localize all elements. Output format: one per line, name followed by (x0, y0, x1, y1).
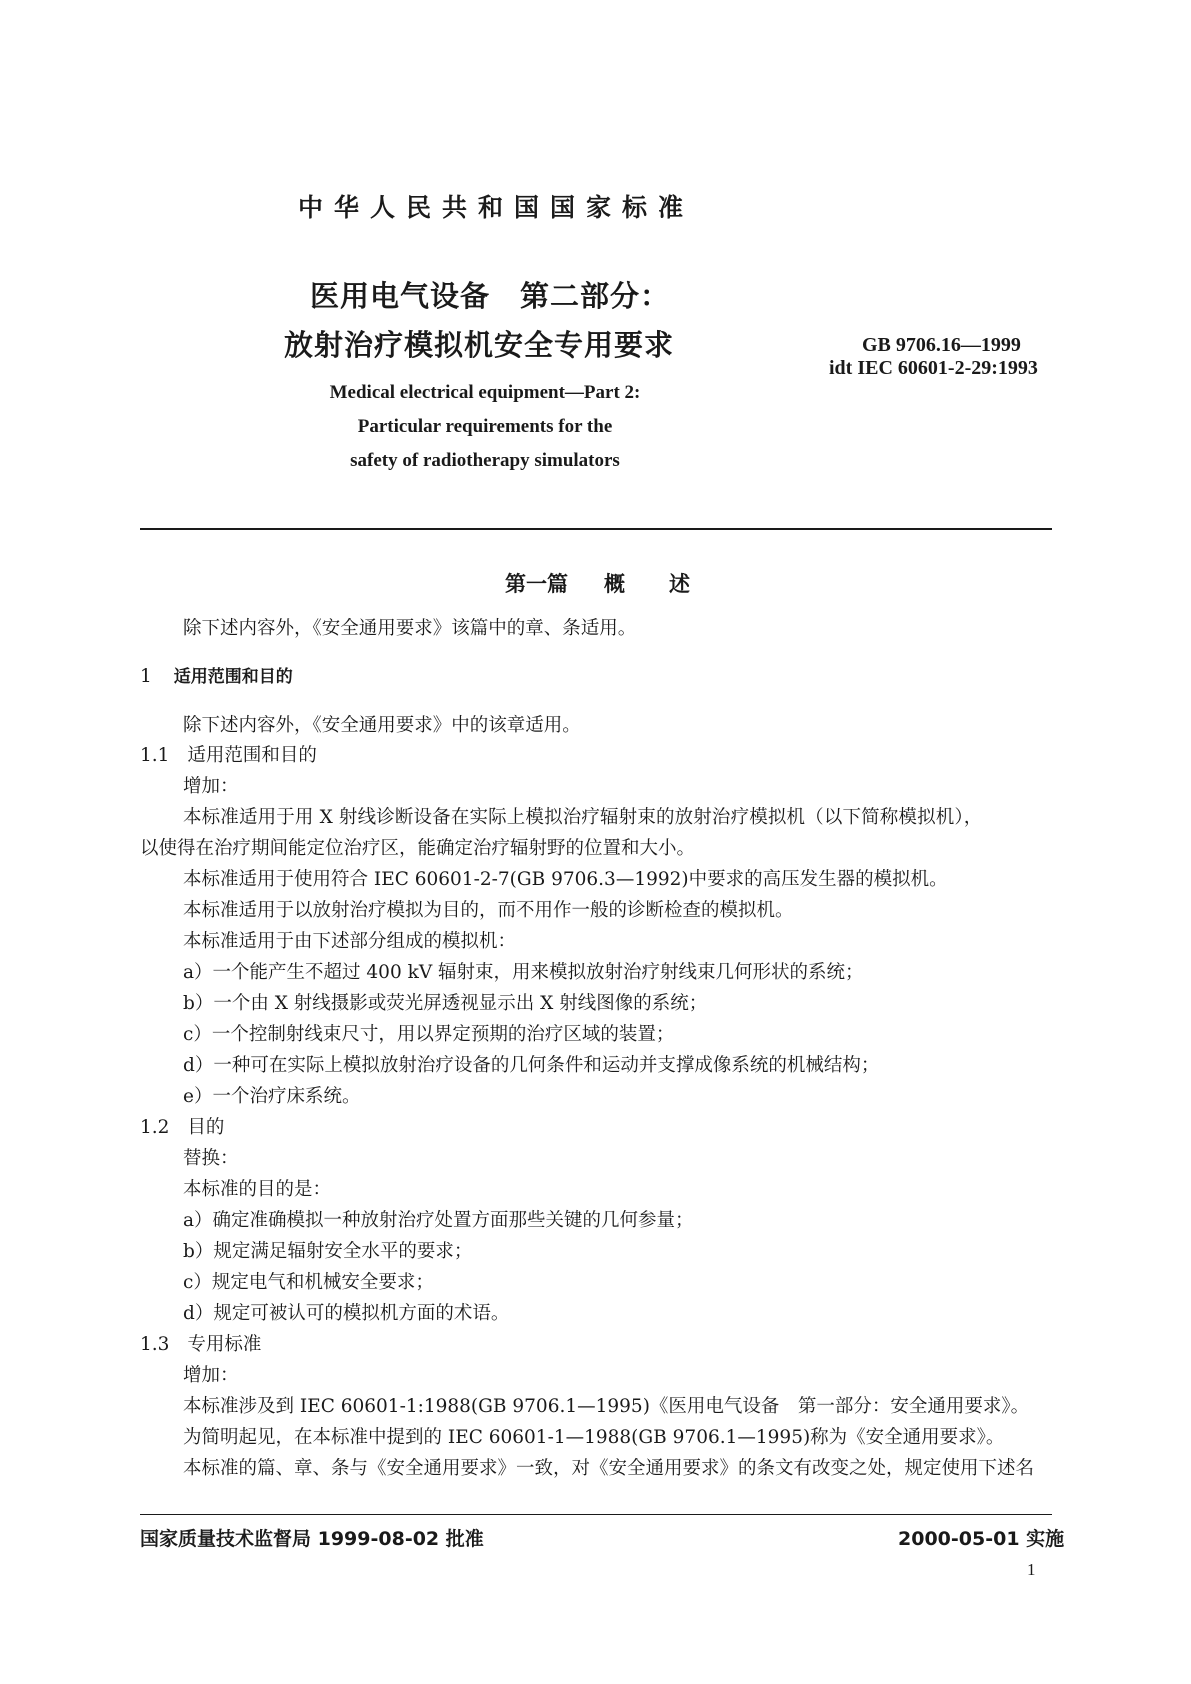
s13-paragraph-2: 为简明起见，在本标准中提到的 IEC 60601-1—1988(GB 9706.1—1995)称为《安全通用要求》。 (183, 1427, 1005, 1448)
part-word2: 述 (669, 572, 690, 596)
title-en-line3: safety of radiotherapy simulators (350, 450, 620, 471)
s13-add-label: 增加： (183, 1365, 239, 1386)
part-label: 第一篇 (505, 572, 568, 596)
s11-list-item-a: a）一个能产生不超过 400 kV 辐射束，用来模拟放射治疗射线束几何形状的系统； (183, 962, 864, 983)
s12-list-item-d: d）规定可被认可的模拟机方面的术语。 (183, 1303, 510, 1324)
title-cn-line2: 放射治疗模拟机安全专用要求 (284, 328, 675, 362)
title-cn-line1: 医用电气设备 第二部分： (310, 279, 671, 313)
s12-replace-label: 替换： (183, 1148, 239, 1169)
section-title: 适用范围和目的 (173, 667, 293, 687)
s12-list-item-a: a）确定准确模拟一种放射治疗处置方面那些关键的几何参量； (183, 1210, 694, 1231)
subsection-1-1-heading (140, 741, 317, 767)
subsection-title: 适用范围和目的 (187, 745, 317, 766)
title-en-line1: Medical electrical equipment—Part 2: (329, 382, 641, 403)
s11-list-item-d: d）一种可在实际上模拟放射治疗设备的几何条件和运动并支撑成像系统的机械结构； (183, 1055, 880, 1076)
subsection-1-3-heading (140, 1330, 261, 1356)
s11-paragraph-4: 本标准适用于由下述部分组成的模拟机： (183, 931, 517, 952)
subsection-number: 1.3 (140, 1334, 170, 1355)
title-en-line2: Particular requirements for the (357, 416, 613, 437)
s11-paragraph-1: 本标准适用于用 X 射线诊断设备在实际上模拟治疗辐射束的放射治疗模拟机（以下简称模拟机）， (183, 807, 983, 828)
page-number: 1 (1027, 1560, 1036, 1579)
s12-list-item-c: c）规定电气和机械安全要求； (183, 1272, 434, 1293)
s11-paragraph-1-cont: 以使得在治疗期间能定位治疗区，能确定治疗辐射野的位置和大小。 (140, 838, 696, 859)
footer-divider (140, 1514, 1052, 1515)
part-word1: 概 (604, 572, 625, 596)
subsection-number: 1.1 (140, 745, 170, 766)
national-standard-heading: 中华人民共和国国家标准 (298, 193, 695, 222)
s11-add-label: 增加： (183, 776, 239, 797)
subsection-1-2-heading (140, 1113, 224, 1139)
subsection-number: 1.2 (140, 1117, 170, 1138)
subsection-title: 专用标准 (187, 1334, 262, 1355)
section-1-intro: 除下述内容外，《安全通用要求》中的该章适用。 (183, 715, 581, 736)
section-number: 1 (140, 666, 152, 687)
s11-list-item-b: b）一个由 X 射线摄影或荧光屏透视显示出 X 射线图像的系统； (183, 993, 708, 1014)
section-1-heading (140, 662, 293, 687)
subsection-title: 目的 (187, 1117, 225, 1138)
s11-list-item-e: e）一个治疗床系统。 (183, 1086, 361, 1107)
part-intro: 除下述内容外，《安全通用要求》该篇中的章、条适用。 (183, 618, 637, 639)
header-divider (140, 528, 1052, 530)
s11-paragraph-2: 本标准适用于使用符合 IEC 60601-2-7(GB 9706.3—1992)中要求的高压发生器的模拟机。 (183, 869, 948, 890)
standard-number: GB 9706.16—1999 (862, 334, 1021, 356)
s12-paragraph-1: 本标准的目的是： (183, 1179, 332, 1200)
s13-paragraph-3: 本标准的篇、章、条与《安全通用要求》一致，对《安全通用要求》的条文有改变之处，规定使用下述名 (183, 1458, 1035, 1479)
s12-list-item-b: b）规定满足辐射安全水平的要求； (183, 1241, 473, 1262)
approval-date: 国家质量技术监督局 1999-08-02 批准 (140, 1528, 484, 1550)
implementation-date: 2000-05-01 实施 (898, 1528, 1065, 1550)
s11-paragraph-3: 本标准适用于以放射治疗模拟为目的，而不用作一般的诊断检查的模拟机。 (183, 900, 794, 921)
part-title (505, 568, 690, 598)
idt-reference: idt IEC 60601-2-29:1993 (829, 357, 1038, 379)
s11-list-item-c: c）一个控制射线束尺寸，用以界定预期的治疗区域的装置； (183, 1024, 675, 1045)
s13-paragraph-1: 本标准涉及到 IEC 60601-1:1988(GB 9706.1—1995)《医用电气设备 第一部分：安全通用要求》。 (183, 1396, 1030, 1417)
